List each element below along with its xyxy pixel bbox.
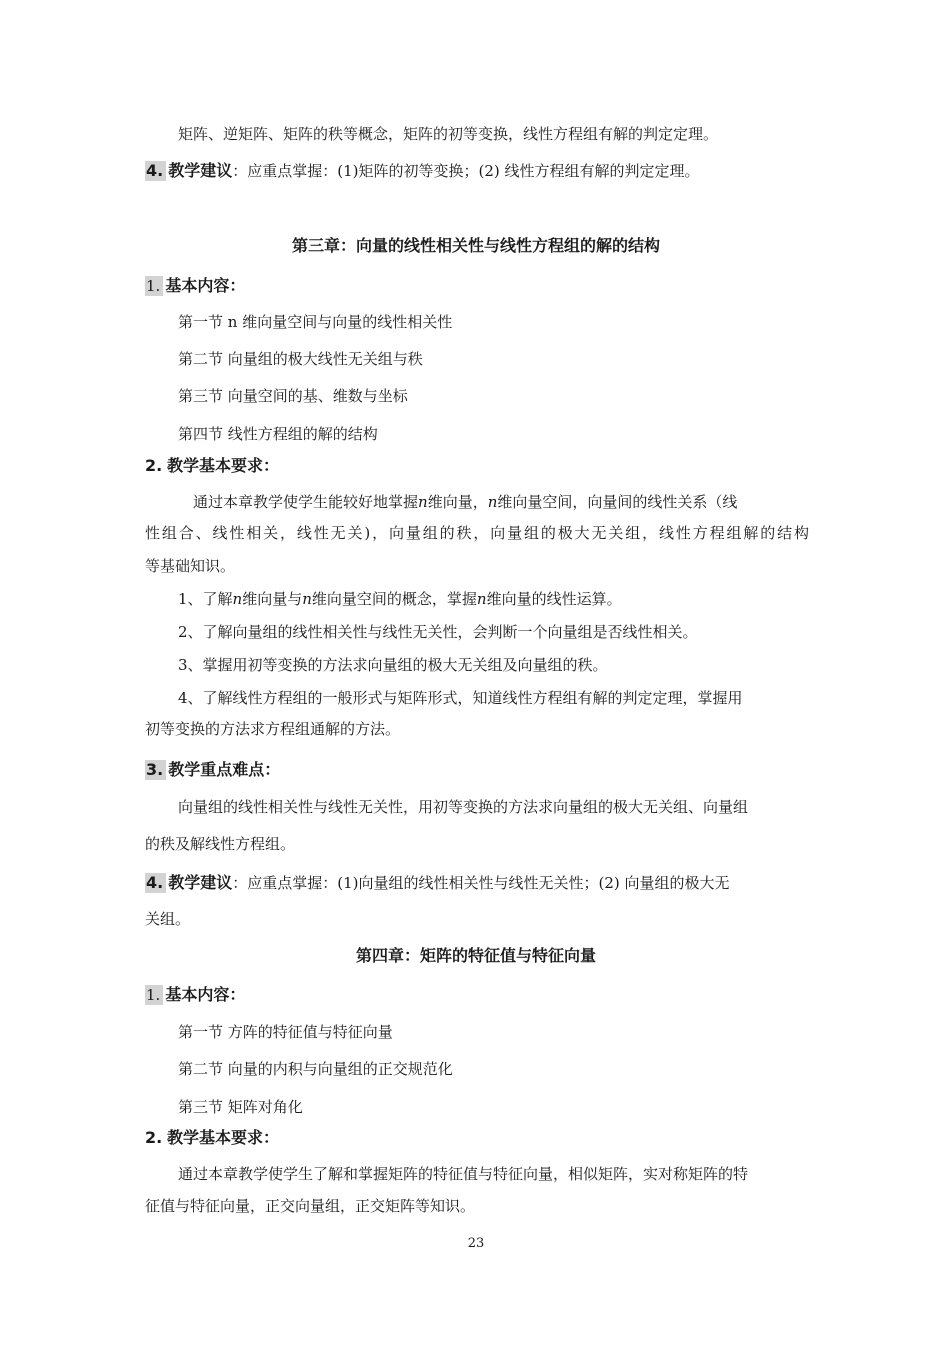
advice-heading <box>145 161 700 181</box>
section-item: 第四节 线性方程组的解的结构 <box>178 425 378 443</box>
chapter-4-basic-content-heading <box>145 985 245 1005</box>
section-label: 教学基本要求： <box>167 1128 280 1147</box>
chapter-3-key-points-heading <box>145 760 280 780</box>
paragraph-line: 征值与特征向量，正交向量组，正交矩阵等知识。 <box>145 1197 476 1215</box>
section-number: 2. <box>145 456 163 475</box>
section-number: 3. <box>145 760 166 780</box>
paragraph-line: 通过本章教学使学生能较好地掌握n维向量，n维向量空间，向量间的线性关系（线 <box>193 493 738 511</box>
section-number: 2. <box>145 1128 163 1147</box>
chapter-4-title: 第四章：矩阵的特征值与特征向量 <box>355 946 596 965</box>
paragraph-line: 的秩及解线性方程组。 <box>145 835 296 853</box>
page-number: 23 <box>467 1236 485 1251</box>
requirement-item: 2、了解向量组的线性相关性与线性无关性，会判断一个向量组是否线性相关。 <box>178 623 698 641</box>
paragraph-line: 等基础知识。 <box>145 557 236 575</box>
advice-text: ：应重点掌握：(1)向量组的线性相关性与线性无关性；(2) 向量组的极大无 <box>232 874 730 892</box>
chapter-3-basic-content-heading <box>145 276 245 296</box>
section-item: 第三节 矩阵对角化 <box>178 1098 303 1116</box>
section-number: 1. <box>145 276 163 296</box>
chapter-3-requirements-heading <box>145 456 279 476</box>
section-item: 第二节 向量的内积与向量组的正交规范化 <box>178 1060 453 1078</box>
section-item: 第一节 方阵的特征值与特征向量 <box>178 1023 393 1041</box>
advice-text: ：应重点掌握：(1)矩阵的初等变换；(2) 线性方程组有解的判定定理。 <box>232 162 700 180</box>
paragraph-line: 初等变换的方法求方程组通解的方法。 <box>145 720 401 738</box>
requirement-item: 1、了解n维向量与n维向量空间的概念，掌握n维向量的线性运算。 <box>178 590 622 608</box>
section-label: 基本内容： <box>165 276 246 295</box>
section-label: 教学建议 <box>168 161 233 180</box>
paragraph-line: 关组。 <box>145 910 191 928</box>
section-item: 第二节 向量组的极大线性无关组与秩 <box>178 350 423 368</box>
chapter-3-title: 第三章：向量的线性相关性与线性方程组的解的结构 <box>291 236 660 255</box>
section-label: 基本内容： <box>165 985 246 1004</box>
section-item: 第三节 向量空间的基、维数与坐标 <box>178 387 408 405</box>
section-number: 1. <box>145 985 163 1005</box>
paragraph-line: 向量组的线性相关性与线性无关性，用初等变换的方法求向量组的极大无关组、向量组 <box>178 798 749 816</box>
requirement-item: 3、掌握用初等变换的方法求向量组的极大无关组及向量组的秩。 <box>178 656 608 674</box>
section-label: 教学基本要求： <box>167 456 280 475</box>
paragraph-line: 通过本章教学使学生了解和掌握矩阵的特征值与特征向量，相似矩阵，实对称矩阵的特 <box>178 1165 749 1183</box>
paragraph-line: 矩阵、逆矩阵、矩阵的秩等概念，矩阵的初等变换，线性方程组有解的判定定理。 <box>178 125 719 143</box>
paragraph-line: 性组合、线性相关，线性无关)，向量组的秩，向量组的极大无关组，线性方程组解的结构 <box>145 524 809 542</box>
section-number: 4. <box>145 161 166 181</box>
chapter-3-advice-heading <box>145 873 730 893</box>
section-label: 教学建议 <box>168 873 233 892</box>
chapter-4-requirements-heading <box>145 1128 279 1148</box>
section-number: 4. <box>145 873 166 893</box>
section-item: 第一节 n 维向量空间与向量的线性相关性 <box>178 313 453 331</box>
requirement-item: 4、了解线性方程组的一般形式与矩阵形式，知道线性方程组有解的判定定理，掌握用 <box>178 689 743 707</box>
section-label: 教学重点难点： <box>168 760 281 779</box>
